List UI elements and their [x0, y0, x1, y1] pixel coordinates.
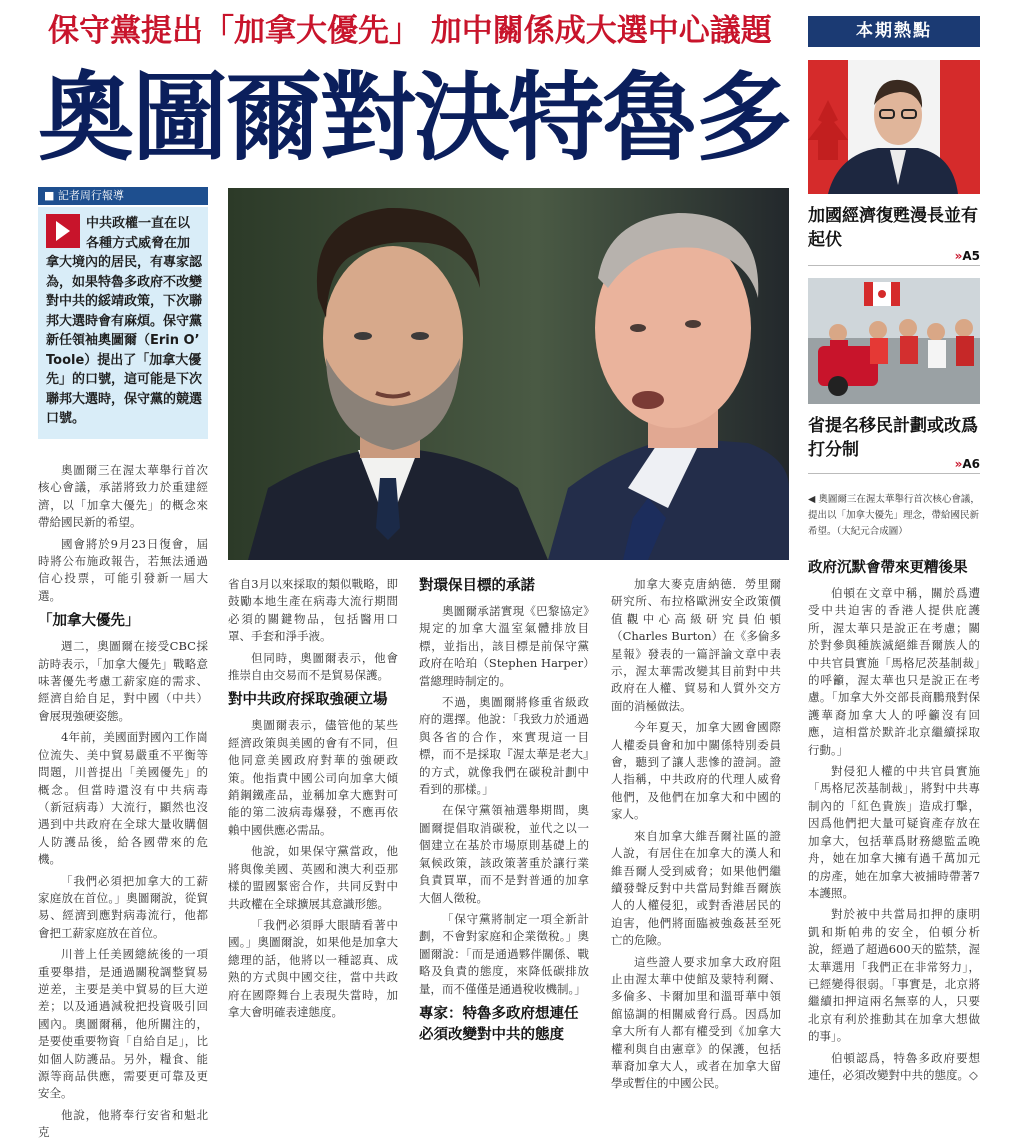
paragraph: 週二，奧圖爾在接受CBC採訪時表示，「加拿大優先」戰略意味著優先考慮工薪家庭的需求、經濟自給自足，對中國（中共）會展現強硬姿態。: [38, 639, 208, 723]
governor-flag-photo: [808, 60, 980, 194]
subheading: 對環保目標的承諾: [419, 578, 535, 594]
sidebar-header: 本期熱點: [808, 16, 980, 47]
red-chevron-icon: [46, 214, 80, 248]
lead-text: 中共政權一直在以各種方式威脅在加拿大境內的居民，有專家認為，如果特魯多政府不改變對中共的綏靖政策，下次聯邦大選時會有麻煩。保守黨新任領袖奧圖爾（Erin O’ Toole）提出了「加拿大優先」的口號，這可能是下次聯邦大選時，保守黨的競選口號。: [46, 216, 203, 426]
double-chevron-icon: »: [954, 457, 963, 471]
sidebar-item2-photo[interactable]: [808, 278, 980, 404]
paragraph: 「保守黨將制定一項全新計劃，不會對家庭和企業徵稅。」奧圖爾說：「而是通過夥伴關係、戰略及負責的態度，來降低碳排放量，而不僅僅是通過稅收機制。」: [419, 911, 589, 996]
paragraph: 在保守黨領袖選舉期間，奧圖爾提倡取消碳稅，並代之以一個建立在基於市場原則基礎上的氣候政策，該政策著重於讓行業負責買單，而不是對普通的加拿大個人徵稅。: [419, 803, 589, 905]
sidebar-item2-ref[interactable]: »A6: [808, 457, 980, 474]
main-headline: 奧圖爾對決特魯多: [38, 62, 790, 174]
paragraph: 他說，他將奉行安省和魁北克: [38, 1107, 208, 1140]
paragraph: 今年夏天，加拿大國會國際人權委員會和加中關係特別委員會，聽到了讓人悲慘的證詞。證人指稱，中共政府的代理人威脅他們，及他們在加拿大和中國的家人。: [611, 720, 781, 822]
article-column-4: [611, 576, 781, 1091]
paragraph: 奧圖爾三在渥太華舉行首次核心會議，承諾將致力於重建經濟，以「加拿大優先」的概念來帶給國民新的希望。: [38, 463, 208, 530]
subheading: 對中共政府採取強硬立場: [228, 692, 388, 709]
sidebar-item1-title[interactable]: 加國經濟復甦漫長並有起伏: [808, 206, 978, 250]
paragraph: 川普上任美國總統後的一項重要舉措，是通過關稅調整貿易逆差，主要是美中貿易的巨大逆差；以及通過減稅把投資吸引回國內。奧圖爾稱，他所關注的，是要使重要物資「自給自足」，比如個人防護品。另外，糧食、能源等商品供應，需要更可靠及更安全。: [38, 947, 208, 1101]
kicker-headline: 保守黨提出「加拿大優先」 加中關係成大選中心議題: [48, 13, 772, 49]
politicians-photo: [228, 188, 789, 560]
paragraph: 不過，奧圖爾將修重省級政府的選擇。他說：「我致力於通過與各省的合作，來實現這一目標，而不是採取『渥太華是老大』的方式，就像我們在碳稅計劃中看到的那樣。」: [419, 695, 589, 797]
paragraph: 奧圖爾表示，儘管他的某些經濟政策與美國的會有不同，但他同意美國政府對華的強硬政策。他指責中國公司向加拿大傾銷鋼鐵產品，並稱加拿大應對可能的第二波病毒爆發，不應再依賴中國供應必需品。: [228, 718, 398, 837]
paragraph: 省自3月以來採取的類似戰略，即鼓勵本地生產在病毒大流行期間必須的關鍵物品，包括醫用口罩、手套和淨手液。: [228, 577, 398, 644]
photo-caption: ◀ 奧圖爾三在渥太華舉行首次核心會議，提出以「加拿大優先」理念，帶給國民新希望。（大紀元合成圖）: [808, 494, 980, 537]
byline: ■ 記者周行報導: [38, 187, 208, 205]
paragraph: 對於被中共當局扣押的康明凱和斯帕弗的安全，伯頓分析說，經過了超過600天的監禁，渥太華選用「我們正在非常努力」，已經變得很弱。「事實是，北京將繼續扣押這兩名無辜的人，只要北京有利於推動其在加拿大想做的事」。: [808, 907, 980, 1044]
paragraph: 但同時，奧圖爾表示，他會推崇自由交易而不是貿易保護。: [228, 650, 398, 683]
paragraph: 對侵犯人權的中共官員實施「馬格尼茨基制裁」，將對中共專制內的「紅色貴族」造成打擊，因爲他們把大量可疑資產存放在加拿大，包括華爲財務總監孟晚舟，她在加拿大擁有過千萬加元的房產，她在加拿大被捕時帶著7本護照。: [808, 764, 980, 900]
paragraph: 4年前，美國面對國內工作崗位流失、美中貿易嚴重不平衡等問題，川普提出「美國優先」的概念。但當時還沒有中共病毒（新冠病毒）大流行，顯然也沒遇到中共政府在全球大量收購個人防護品後，給各國帶來的危機。: [38, 730, 208, 867]
paragraph: 這些證人要求加拿大政府阻止由渥太華中使館及蒙特利爾、多倫多、卡爾加里和溫哥華中領館協調的相關威脅行爲。因爲加拿大所有人都有權受到《加拿大權利與自由憲章》的保護，包括華裔加拿大人，或者在加拿大留學或暫住的中國公民。: [611, 954, 781, 1091]
sidebar-item2-title[interactable]: 省提名移民計劃或改爲打分制: [808, 416, 978, 460]
paragraph: 「我們必須睜大眼睛看著中國。」奧圖爾說，如果他是加拿大總理的話，他將以一種認真、成熟的方式與中國交往，當中共政府在國際舞台上表現失當時，加拿大會明確表達態度。: [228, 917, 398, 1019]
article-column-2: [228, 576, 398, 1023]
article-column-1: [38, 462, 208, 1140]
subheading: 「加拿大優先」: [38, 613, 140, 630]
sidebar-item1-ref[interactable]: »A5: [808, 249, 980, 266]
subheading: 專家：特魯多政府想連任必須改變對中共的態度: [419, 1005, 579, 1043]
sidebar-item1-photo[interactable]: [808, 60, 980, 194]
double-chevron-icon: »: [954, 249, 963, 263]
article-column-3: [419, 576, 589, 1043]
main-photo: [228, 188, 789, 560]
paragraph: 奧圖爾承諾實現《巴黎協定》規定的加拿大溫室氣體排放目標，並指出，該目標是前保守黨政府在哈珀（Stephen Harper）當總理時制定的。: [419, 604, 589, 688]
paragraph: 他說，如果保守黨當政，他將與像美國、英國和澳大利亞那樣的盟國緊密合作，共同反對中共政權在全球擴展其意識形態。: [228, 844, 398, 911]
subheading: 政府沉默會帶來更糟後果: [808, 560, 968, 576]
paragraph: 伯頓在文章中稱，關於爲遭受中共迫害的香港人提供庇護所，渥太華只是說正在考慮；關於對參與種族滅絕維吾爾族人的中共官員實施「馬格尼茨基制裁」的呼籲，渥太華也只是說正在考慮。「加拿大外交部長商鵬飛對保護華裔加拿大人的呼籲沒有回應，這相當於默許北京繼續採取行動。」: [808, 586, 980, 757]
paragraph: 伯頓認爲，特魯多政府要想連任，必須改變對中共的態度。◇: [808, 1050, 980, 1082]
article-column-5: [808, 558, 980, 1082]
paragraph: 國會將於9月23日復會，屆時將公布施政報告，若無法通過信心投票，可能引發新一屆大選。: [38, 536, 208, 603]
parade-photo: [808, 278, 980, 404]
paragraph: 加拿大麥克唐納德．勞里爾研究所、布拉格歐洲安全政策價值觀中心高級研究員伯頓（Charles Burton）在《多倫多星報》發表的一篇評論文章中表示，渥太華需改變其目前對中共政府在人權、貿易和人質外交方面的消極做法。: [611, 577, 781, 713]
paragraph: 來自加拿大維吾爾社區的證人說，有居住在加拿大的漢人和維吾爾人受到威脅；如果他們繼續發聲反對中共當局對維吾爾族人的人權侵犯，或對香港居民的迫害，他們將面臨被強姦甚至死亡的危險。: [611, 828, 781, 948]
lead-paragraph: [38, 207, 208, 439]
paragraph: 「我們必須把加拿大的工薪家庭放在首位。」奧圖爾說，從貿易、經濟到應對病毒流行，他都會把工薪家庭放在首位。: [38, 873, 208, 940]
